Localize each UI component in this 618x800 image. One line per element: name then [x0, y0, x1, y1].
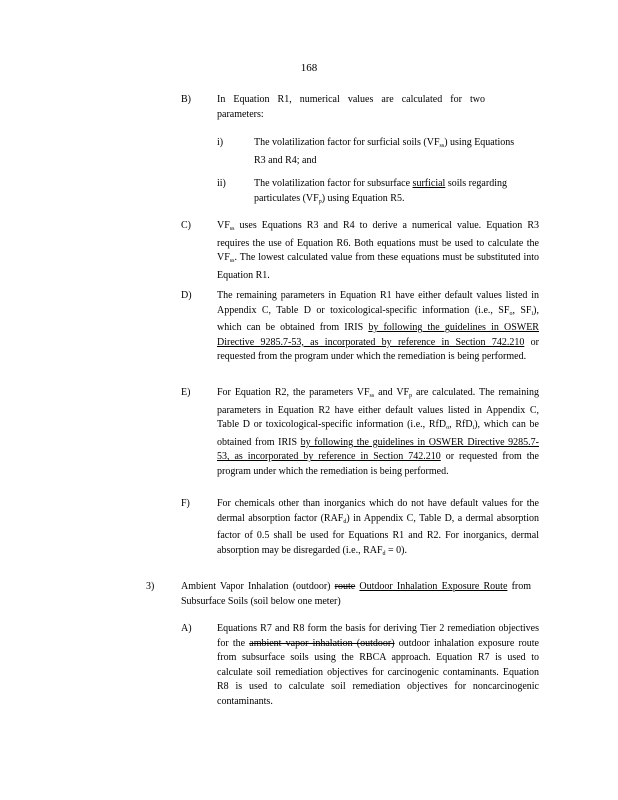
- section-3-a-label: A): [181, 623, 192, 634]
- item-b-i-label: i): [217, 137, 224, 148]
- item-c-text: $VF_{ss}$ uses Equations R3 and R4 to derive a numerical value. Equation R3 requires the use of Equation R6. Both equations must be used to calculate the $VF_{ss}$. The lowest calculated value from these equations must be substituted into Equation R1.: [217, 220, 540, 281]
- item-b-ii-text: The volatilization factor for subsurface surficial soils regarding particulates $(VF_p)$ using Equation R5.: [254, 178, 507, 205]
- item-e-text: For Equation R2, the parameters $VF_{ss}$ and $VF_p$ are calculated. The remaining parameters in Equation R2 have either default values listed in Appendix C, Table D or toxicological-specific information (i.e., RfD$_o$, RfD$_i$), which can be obtained from IRIS by following the guidelines in OSWER Directive 9285.7-53, as incorporated by reference in Section 742.210 or requested from the program under which the remediation is being performed.: [217, 387, 540, 477]
- section-3-a-text: Equations R7 and R8 form the basis for deriving Tier 2 remediation objectives for the ambient vapor inhalation (outdoor) outdoor inhalation exposure route from subsurface soils using the RBCA approach. Equation R7 is used to calculate soil remediation objectives for carcinogenic contaminants. Equation R8 is used to calculate soil remediation objectives for noncarcinogenic contaminants.: [217, 623, 539, 707]
- section-3-label: 3): [146, 581, 155, 592]
- item-d-text: The remaining parameters in Equation R1 have either default values listed in Appendix C, Table D or toxicological-specific information (i.e., $SF_o$, $SF_i$), which can be obtained from IRIS by following the guidelines in OSWER Directive 9285.7-53, as incorporated by reference in Section 742.210 or requested from the program under which the remediation is being performed.: [217, 290, 539, 363]
- section-3-heading: Ambient Vapor Inhalation (outdoor) route Outdoor Inhalation Exposure Route from Subsurface Soils (soil below one meter): [181, 581, 532, 607]
- item-b-label: B): [181, 94, 191, 105]
- item-f-text: For chemicals other than inorganics which do not have default values for the dermal absorption factor $(RAF_d)$ in Appendix C, Table D, a dermal absorption factor of 0.5 shall be used for Equations R1 and R2. For inorganics, dermal absorption may be disregarded (i.e., $RAF_d = 0$).: [217, 498, 539, 557]
- item-b-i-text: The volatilization factor for surficial soils $(VF_{ss})$ using Equations R3 and R4; and: [254, 137, 515, 166]
- item-c-label: C): [181, 220, 191, 231]
- item-f-label: F): [181, 498, 190, 509]
- item-e-label: E): [181, 387, 191, 398]
- item-d-label: D): [181, 290, 192, 301]
- item-b-ii-label: ii): [217, 178, 226, 189]
- page-number: 168: [300, 62, 318, 74]
- item-b-text: In Equation R1, numerical values are calculated for two parameters:: [217, 94, 485, 120]
